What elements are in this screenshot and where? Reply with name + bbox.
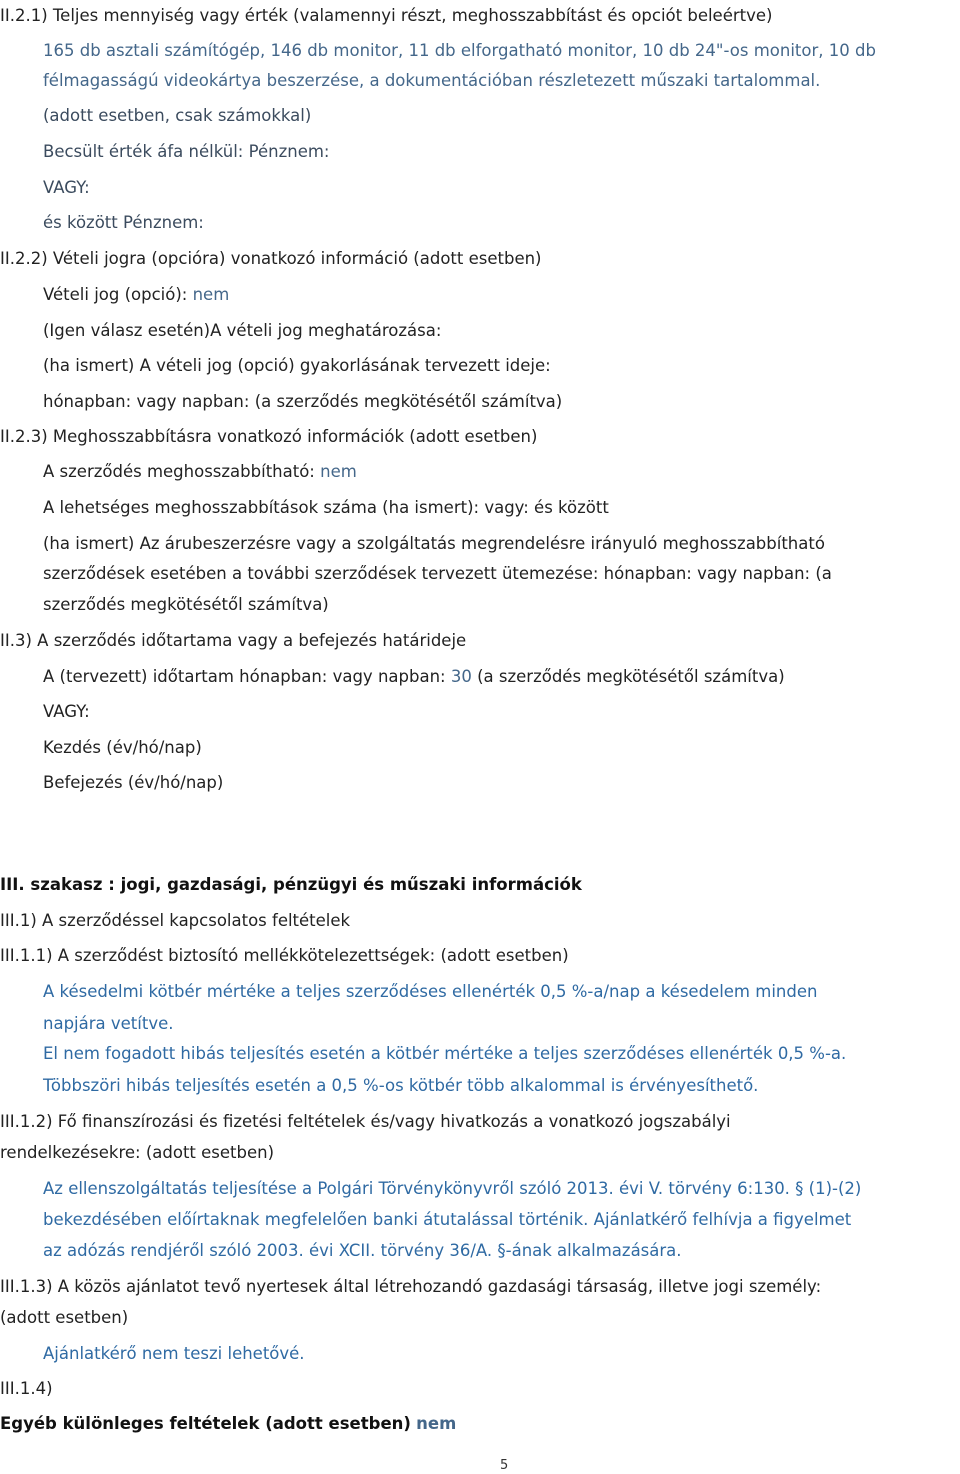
section-heading-3-1-2-cont: rendelkezésekre: (adott esetben) xyxy=(0,1143,275,1162)
section-heading-3-1-2: III.1.2) Fő finanszírozási és fizetési feltételek és/vagy hivatkozás a vonatkozó jogszabályi xyxy=(0,1112,731,1131)
special-conditions-value: nem xyxy=(416,1414,457,1433)
duration-suffix: (a szerződés megkötésétől számítva) xyxy=(477,667,785,686)
option-months-days: hónapban: vagy napban: (a szerződés megkötésétől számítva) xyxy=(43,392,563,411)
section-heading-3-1-4: III.1.4) xyxy=(0,1379,53,1398)
extension-value: nem xyxy=(320,462,357,481)
section-heading-2-2-2: II.2.2) Vételi jogra (opcióra) vonatkozó információ (adott esetben) xyxy=(0,249,542,268)
option-planned-time: (ha ismert) A vételi jog (opció) gyakorlásának tervezett ideje: xyxy=(43,356,551,375)
start-date-label: Kezdés (év/hó/nap) xyxy=(43,738,202,757)
section-heading-3-1-1: III.1.1) A szerződést biztosító mellékkötelezettségek: (adott esetben) xyxy=(0,946,569,965)
section-heading-3-1-3-cont: (adott esetben) xyxy=(0,1308,129,1327)
payment-text-2: bekezdésében előírtaknak megfelelően banki átutalással történik. Ajánlatkérő felhívja a figyelmet xyxy=(43,1210,852,1229)
quantity-value-line-2: félmagasságú videokártya beszerzése, a dokumentációban részletezett műszaki tartalommal. xyxy=(43,71,821,90)
extension-row xyxy=(43,461,357,483)
option-definition: (Igen válasz esetén)A vételi jog meghatározása: xyxy=(43,321,442,340)
duration-row xyxy=(43,666,785,688)
section-heading-2-2-3: II.2.3) Meghosszabbításra vonatkozó információk (adott esetben) xyxy=(0,427,538,446)
penalty-text-3: El nem fogadott hibás teljesítés esetén a kötbér mértéke a teljes szerződéses ellenérték 0,5 %-a. xyxy=(43,1044,847,1063)
estimated-value-label: Becsült érték áfa nélkül: Pénznem: xyxy=(43,142,330,161)
special-conditions-label: Egyéb különleges feltételek (adott esetben) xyxy=(0,1414,411,1433)
penalty-text-1: A késedelmi kötbér mértéke a teljes szerződéses ellenérték 0,5 %-a/nap a késedelem minden xyxy=(43,982,818,1001)
option-value: nem xyxy=(192,285,230,304)
payment-text-1: Az ellenszolgáltatás teljesítése a Polgári Törvénykönyvről szóló 2013. évi V. törvény 6:130. § (1)-(2) xyxy=(43,1179,862,1198)
section-heading-3-1: III.1) A szerződéssel kapcsolatos feltételek xyxy=(0,911,351,930)
section-heading-3-1-3: III.1.3) A közös ajánlatot tevő nyertesek által létrehozandó gazdasági társaság, illetve jogi személy: xyxy=(0,1277,822,1296)
extension-label: A szerződés meghosszabbítható: xyxy=(43,462,315,481)
extension-count: A lehetséges meghosszabbítások száma (ha ismert): vagy: és között xyxy=(43,498,609,517)
option-label: Vételi jog (opció): xyxy=(43,285,188,304)
duration-value: 30 xyxy=(450,667,472,686)
payment-text-3: az adózás rendjéről szóló 2003. évi XCII. törvény 36/A. §-ának alkalmazására. xyxy=(43,1241,682,1260)
or-label: VAGY: xyxy=(43,178,90,197)
penalty-text-2: napjára vetítve. xyxy=(43,1014,174,1033)
page-number: 5 xyxy=(500,1458,509,1473)
section-heading-2-2-1: II.2.1) Teljes mennyiség vagy érték (valamennyi részt, meghosszabbítást és opciót beleértve) xyxy=(0,6,773,25)
extension-schedule-3: szerződés megkötésétől számítva) xyxy=(43,595,329,614)
numbers-note: (adott esetben, csak számokkal) xyxy=(43,106,312,125)
duration-label: A (tervezett) időtartam hónapban: vagy napban: xyxy=(43,667,446,686)
special-conditions-row xyxy=(0,1413,456,1435)
option-row xyxy=(43,284,229,306)
penalty-text-4: Többszöri hibás teljesítés esetén a 0,5 %-os kötbér több alkalommal is érvényesíthető. xyxy=(43,1076,759,1095)
between-label: és között Pénznem: xyxy=(43,213,204,232)
extension-schedule-1: (ha ismert) Az árubeszerzésre vagy a szolgáltatás megrendelésre irányuló meghosszabbítható xyxy=(43,534,825,553)
duration-or: VAGY: xyxy=(43,702,90,721)
extension-schedule-2: szerződések esetében a további szerződések tervezett ütemezése: hónapban: vagy napban: (a xyxy=(43,564,832,583)
quantity-value-line-1: 165 db asztali számítógép, 146 db monitor, 11 db elforgatható monitor, 10 db 24"-os monitor, 10 db xyxy=(43,41,876,60)
joint-bid-text: Ajánlatkérő nem teszi lehetővé. xyxy=(43,1344,305,1363)
section-title-3: III. szakasz : jogi, gazdasági, pénzügyi és műszaki információk xyxy=(0,875,582,894)
end-date-label: Befejezés (év/hó/nap) xyxy=(43,773,224,792)
section-heading-2-3: II.3) A szerződés időtartama vagy a befejezés határideje xyxy=(0,631,467,650)
